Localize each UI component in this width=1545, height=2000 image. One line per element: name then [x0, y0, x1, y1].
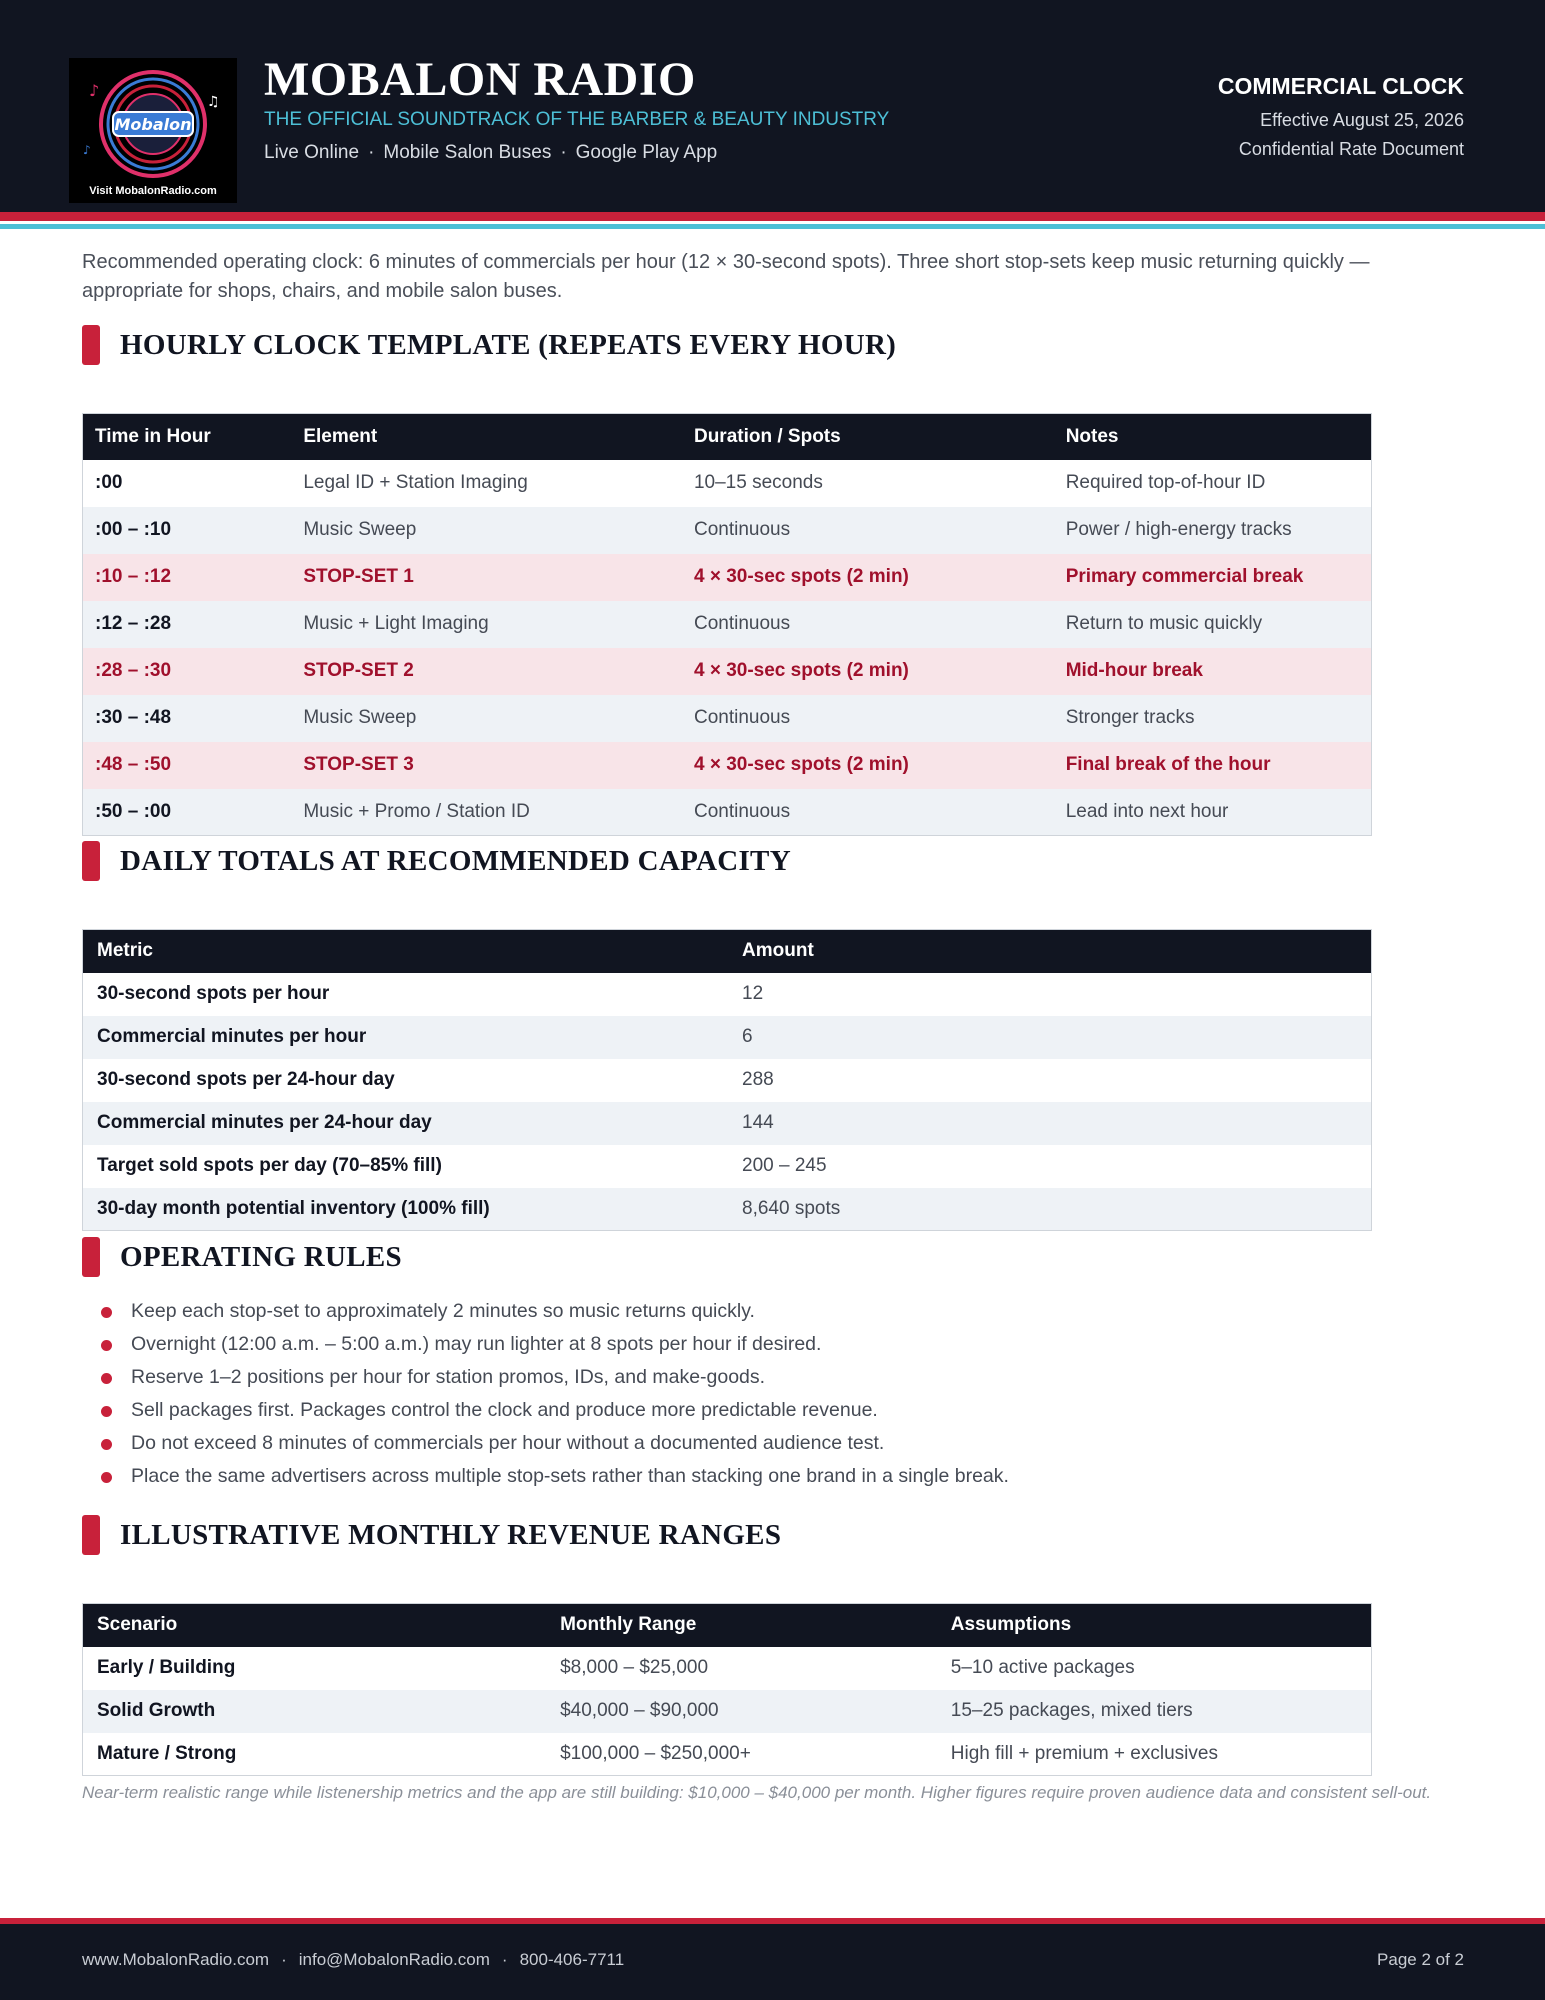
time-cell: :50 – :00 [83, 789, 292, 836]
element-cell: STOP-SET 2 [291, 648, 682, 695]
document-type: COMMERCIAL CLOCK [1217, 73, 1464, 99]
amount-cell: 8,640 spots [728, 1188, 1371, 1231]
amount-cell: 12 [728, 973, 1371, 1016]
column-header: Metric [83, 930, 729, 973]
element-cell: Music Sweep [291, 507, 682, 554]
time-cell: :00 – :10 [83, 507, 292, 554]
revenue-footnote: Near-term realistic range while listenership metrics and the app are still building: $10,000 – $40,000 per month. Higher figures require proven audience data and consistent sell-out. [82, 1783, 1432, 1802]
table-row [83, 1016, 1372, 1059]
duration-cell: 4 × 30-sec spots (2 min) [682, 554, 1054, 601]
page-header [0, 0, 1545, 212]
table-row [83, 601, 1372, 648]
range-cell: $40,000 – $90,000 [546, 1690, 937, 1733]
duration-cell: 4 × 30-sec spots (2 min) [682, 742, 1054, 789]
amount-cell: 144 [728, 1102, 1371, 1145]
amount-cell: 200 – 245 [728, 1145, 1371, 1188]
effective-date: Effective August 25, 2026 [1260, 110, 1464, 130]
rule-text: Do not exceed 8 minutes of commercials per hour without a documented audience test. [131, 1432, 885, 1454]
table-header-row [83, 414, 1372, 460]
column-header: Notes [1054, 414, 1372, 460]
column-header: Time in Hour [83, 414, 292, 460]
table-row [83, 460, 1372, 507]
table-header-row [83, 930, 1372, 973]
rule-text: Keep each stop-set to approximately 2 minutes so music returns quickly. [131, 1300, 755, 1322]
table-row [83, 1145, 1372, 1188]
scenario-cell: Mature / Strong [83, 1733, 547, 1776]
section-heading: OPERATING RULES [120, 1241, 402, 1273]
table-row [83, 1102, 1372, 1145]
metric-cell: Target sold spots per day (70–85% fill) [83, 1145, 729, 1188]
channel-google-play-app: Google Play App [575, 142, 718, 163]
metric-cell: 30-second spots per hour [83, 973, 729, 1016]
metric-cell: Commercial minutes per 24-hour day [83, 1102, 729, 1145]
rule-text: Sell packages first. Packages control the clock and produce more predictable revenue. [131, 1399, 878, 1421]
svg-text:♫: ♫ [207, 94, 220, 110]
distribution-channels [264, 142, 717, 164]
separator: · [560, 142, 567, 163]
table-header-row [83, 1604, 1372, 1647]
section-heading: ILLUSTRATIVE MONTHLY REVENUE RANGES [120, 1519, 782, 1551]
column-header: Amount [728, 930, 1371, 973]
duration-cell: Continuous [682, 601, 1054, 648]
separator: · [281, 1950, 287, 1969]
page-footer [0, 1924, 1545, 2000]
confidentiality-label: Confidential Rate Document [1238, 139, 1464, 159]
notes-cell: Mid-hour break [1054, 648, 1372, 695]
bullet-icon [101, 1406, 112, 1417]
element-cell: Music + Promo / Station ID [291, 789, 682, 836]
hourly-clock-table [82, 413, 1372, 836]
table-row [83, 507, 1372, 554]
intro-paragraph: Recommended operating clock: 6 minutes of commercials per hour (12 × 30-second spots). Three short stop-sets keep music returning quickly — appropriate for shops, chairs, and mobile salon buses. [82, 251, 1370, 302]
column-header: Assumptions [937, 1604, 1372, 1647]
duration-cell: 10–15 seconds [682, 460, 1054, 507]
list-item [98, 1463, 1009, 1496]
section-accent-bar [82, 841, 100, 881]
time-cell: :10 – :12 [83, 554, 292, 601]
table-row [83, 1690, 1372, 1733]
column-header: Duration / Spots [682, 414, 1054, 460]
list-item [98, 1331, 1009, 1364]
list-item [98, 1364, 1009, 1397]
email-link[interactable]: info@MobalonRadio.com [298, 1950, 490, 1969]
stop-set-row [83, 648, 1372, 695]
notes-cell: Return to music quickly [1054, 601, 1372, 648]
svg-text:♪: ♪ [89, 81, 100, 100]
section-accent-bar [82, 1515, 100, 1555]
section-accent-bar [82, 1237, 100, 1277]
stop-set-row [83, 742, 1372, 789]
footer-contact [82, 1950, 624, 1970]
rule-text: Place the same advertisers across multiple stop-sets rather than stacking one brand in a single break. [131, 1465, 1009, 1487]
table-row [83, 1733, 1372, 1776]
svg-text:♪: ♪ [83, 143, 91, 157]
column-header: Element [291, 414, 682, 460]
separator: · [501, 1950, 508, 1969]
time-cell: :00 [83, 460, 292, 507]
operating-rules-list [98, 1298, 1009, 1496]
metric-cell: 30-day month potential inventory (100% fill) [83, 1188, 729, 1231]
notes-cell: Required top-of-hour ID [1054, 460, 1372, 507]
revenue-ranges-table [82, 1603, 1372, 1776]
mobalon-radio-logo [69, 58, 237, 203]
notes-cell: Stronger tracks [1054, 695, 1372, 742]
scenario-cell: Solid Growth [83, 1690, 547, 1733]
header-stripe-blue [0, 224, 1545, 229]
notes-cell: Final break of the hour [1054, 742, 1372, 789]
scenario-cell: Early / Building [83, 1647, 547, 1690]
page-number: Page 2 of 2 [1377, 1950, 1464, 1969]
logo-caption: Visit MobalonRadio.com [89, 185, 217, 197]
section-heading: HOURLY CLOCK TEMPLATE (REPEATS EVERY HOUR) [120, 329, 897, 361]
website-link[interactable]: www.MobalonRadio.com [82, 1950, 270, 1969]
assumptions-cell: High fill + premium + exclusives [937, 1733, 1372, 1776]
section-heading: DAILY TOTALS AT RECOMMENDED CAPACITY [120, 845, 791, 877]
element-cell: Music + Light Imaging [291, 601, 682, 648]
daily-totals-table [82, 929, 1372, 1231]
column-header: Scenario [83, 1604, 547, 1647]
bullet-icon [101, 1340, 112, 1351]
duration-cell: Continuous [682, 789, 1054, 836]
time-cell: :28 – :30 [83, 648, 292, 695]
separator: · [368, 142, 375, 163]
time-cell: :30 – :48 [83, 695, 292, 742]
station-tagline: THE OFFICIAL SOUNDTRACK OF THE BARBER & BEAUTY INDUSTRY [264, 109, 890, 130]
element-cell: STOP-SET 1 [291, 554, 682, 601]
stop-set-row [83, 554, 1372, 601]
element-cell: Legal ID + Station Imaging [291, 460, 682, 507]
element-cell: STOP-SET 3 [291, 742, 682, 789]
range-cell: $100,000 – $250,000+ [546, 1733, 937, 1776]
section-accent-bar [82, 325, 100, 365]
logo-wordmark: Mobalon [114, 115, 192, 134]
column-header: Monthly Range [546, 1604, 937, 1647]
channel-mobile-salon-buses: Mobile Salon Buses [383, 142, 552, 163]
duration-cell: 4 × 30-sec spots (2 min) [682, 648, 1054, 695]
notes-cell: Power / high-energy tracks [1054, 507, 1372, 554]
notes-cell: Lead into next hour [1054, 789, 1372, 836]
assumptions-cell: 5–10 active packages [937, 1647, 1372, 1690]
list-item [98, 1298, 1009, 1331]
table-row [83, 789, 1372, 836]
table-row [83, 695, 1372, 742]
table-row [83, 1647, 1372, 1690]
table-row [83, 1059, 1372, 1102]
amount-cell: 288 [728, 1059, 1371, 1102]
phone-number: 800-406-7711 [519, 1950, 625, 1969]
list-item [98, 1397, 1009, 1430]
metric-cell: Commercial minutes per hour [83, 1016, 729, 1059]
amount-cell: 6 [728, 1016, 1371, 1059]
time-cell: :12 – :28 [83, 601, 292, 648]
table-row [83, 1188, 1372, 1231]
duration-cell: Continuous [682, 695, 1054, 742]
bullet-icon [101, 1439, 112, 1450]
metric-cell: 30-second spots per 24-hour day [83, 1059, 729, 1102]
channel-live-online: Live Online [264, 142, 360, 163]
element-cell: Music Sweep [291, 695, 682, 742]
rule-text: Reserve 1–2 positions per hour for station promos, IDs, and make-goods. [131, 1366, 766, 1388]
notes-cell: Primary commercial break [1054, 554, 1372, 601]
range-cell: $8,000 – $25,000 [546, 1647, 937, 1690]
rule-text: Overnight (12:00 a.m. – 5:00 a.m.) may run lighter at 8 spots per hour if desired. [131, 1333, 822, 1355]
list-item [98, 1430, 1009, 1463]
bullet-icon [101, 1307, 112, 1318]
logo-emblem [69, 58, 237, 203]
table-row [83, 973, 1372, 1016]
bullet-icon [101, 1373, 112, 1384]
duration-cell: Continuous [682, 507, 1054, 554]
station-name: MOBALON RADIO [264, 53, 696, 106]
bullet-icon [101, 1472, 112, 1483]
assumptions-cell: 15–25 packages, mixed tiers [937, 1690, 1372, 1733]
header-stripe-red [0, 212, 1545, 221]
time-cell: :48 – :50 [83, 742, 292, 789]
